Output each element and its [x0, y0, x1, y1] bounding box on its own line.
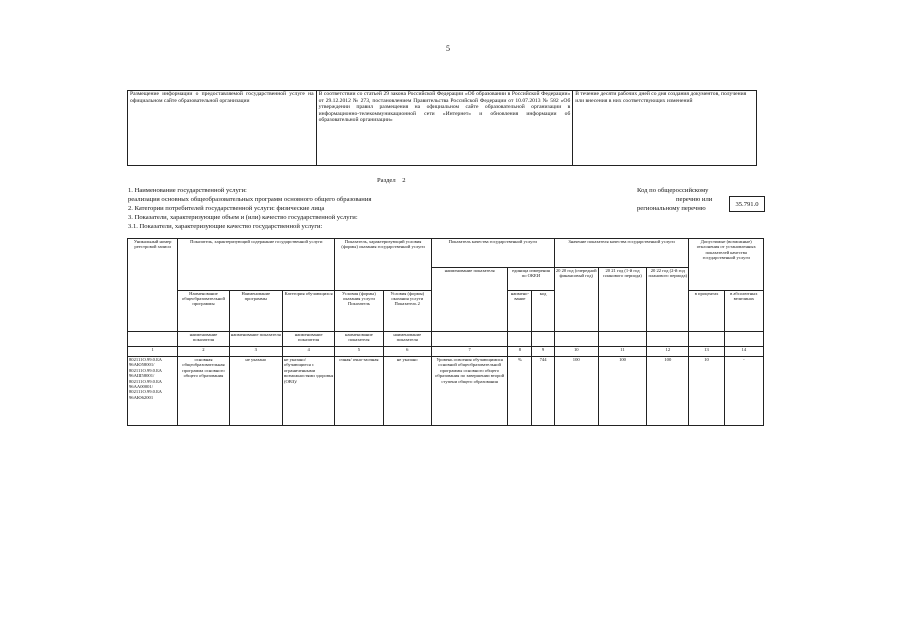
- col-num-1: 1: [128, 347, 178, 357]
- header-consumers: Категория обучающихся: [282, 290, 334, 331]
- subheader-empty-10: [554, 331, 598, 347]
- header-programs: Наименование программы: [229, 290, 282, 331]
- header-deviation-space: [689, 268, 764, 291]
- line-3: 2. Категории потребителей государственной услуги: физические лица: [128, 205, 325, 212]
- section-label: Раздел: [377, 177, 396, 184]
- header-absolute: в абсолютных величинах: [724, 290, 763, 331]
- row-form: очная/ очно-заочная: [335, 357, 383, 426]
- quality-table: [127, 238, 764, 426]
- header-deviation: Допустимые (возможные) отклонения от установленных показателей качества государственной услуги: [689, 239, 764, 268]
- header-year-2: 20 21 год (1-й год планового периода): [598, 268, 646, 332]
- subheader-empty-9: [532, 331, 554, 347]
- row-value-2020: 100: [554, 357, 598, 426]
- code-label-3: региональному перечню: [637, 205, 706, 212]
- row-condition-2: не указано: [383, 357, 431, 426]
- header-percent: в процентах: [689, 290, 724, 331]
- section-number: 2: [402, 177, 406, 184]
- subheader-empty: [128, 331, 178, 347]
- line-5: 3.1. Показатели, характеризующие качество государственной услуги:: [128, 223, 323, 230]
- row-value-2022: 100: [647, 357, 689, 426]
- code-value-box: 35.791.0: [729, 196, 765, 212]
- col-num-7: 7: [431, 347, 507, 357]
- header-condition-2: Условия (формы) оказания услуги Показатель 2: [383, 290, 431, 331]
- header-content: Показатель, характеризующий содержание государственной услуги: [178, 239, 335, 268]
- top-cell-2: В соответствии со статьей 29 закона Российской Федерации «Об образовании в Российской Федерации» от 29.12.2012 № 273, постановлением Правительства Российской Федерации от 10.07.2013 № 582 «Об утверждении правил размещения на официальном сайте образовательной организации в информационно-телекоммуникационной сети «Интернет» и обновления информации об образовательной организации»: [316, 91, 573, 166]
- header-year-3: 20 22 год (2-й год планового периода): [647, 268, 689, 332]
- subheader-empty-13: [689, 331, 724, 347]
- col-num-11: 11: [598, 347, 646, 357]
- header-conditions-space: [335, 268, 432, 291]
- col-num-3: 3: [229, 347, 282, 357]
- subheader-1: наименование показателя: [178, 331, 229, 347]
- row-unit: %: [508, 357, 532, 426]
- top-cell-1: Размещение информации о предоставляемой государственной услуге на официальном сайте образовательной организации: [128, 91, 317, 166]
- page-number: 5: [446, 44, 450, 53]
- line-2: реализация основных общеобразовательных программ основного общего образования: [128, 196, 372, 203]
- header-year-1: 20 20 год (очередной финансовый год): [554, 268, 598, 332]
- header-unit-code: код: [532, 290, 554, 331]
- subheader-empty-7: [431, 331, 507, 347]
- row-deviation-percent: 10: [689, 357, 724, 426]
- header-condition-1: Условия (формы) оказания услуги Показатель: [335, 290, 383, 331]
- line-4: 3. Показатели, характеризующие объем и (или) качество государственной услуги:: [128, 214, 358, 221]
- top-info-table: [127, 90, 757, 166]
- row-indicator: Уровень освоения обучающимися основной общеобразовательной программы основного общего образования по завершении второй ступени общего образования: [431, 357, 507, 426]
- col-num-6: 6: [383, 347, 431, 357]
- header-unit-name: наимено- вание: [508, 290, 532, 331]
- col-num-12: 12: [647, 347, 689, 357]
- code-label-1: Код по общероссийскому: [637, 187, 709, 194]
- row-consumers: не указано/ обучающиеся с ограниченными возможностями здоровья (ОВЗ)/: [282, 357, 334, 426]
- row-deviation-absolute: -: [724, 357, 763, 426]
- col-num-8: 8: [508, 347, 532, 357]
- col-num-2: 2: [178, 347, 229, 357]
- subheader-empty-8: [508, 331, 532, 347]
- col-num-4: 4: [282, 347, 334, 357]
- row-registry-codes: 802111О.99.0.БА 96АЮ58001/ 802111О.99.0.БА 96АШ58001/ 802111О.99.0.БА 96АА00001/ 802111О.99.0.БА 96АЮ62001: [128, 357, 178, 426]
- header-content-space: [178, 268, 335, 291]
- subheader-5: наименование показателя: [383, 331, 431, 347]
- row-value-2021: 100: [598, 357, 646, 426]
- col-num-5: 5: [335, 347, 383, 357]
- subheader-empty-12: [647, 331, 689, 347]
- col-num-9: 9: [532, 347, 554, 357]
- row-program: основная общеобразовательная программа основного общего образования: [178, 357, 229, 426]
- header-values: Значение показателя качества государственной услуги: [554, 239, 689, 268]
- header-conditions: Показатель, характеризующий условия (формы) оказания государственной услуги: [335, 239, 432, 268]
- col-num-14: 14: [724, 347, 763, 357]
- col-num-10: 10: [554, 347, 598, 357]
- row-unit-code: 744: [532, 357, 554, 426]
- subheader-empty-11: [598, 331, 646, 347]
- col-num-13: 13: [689, 347, 724, 357]
- subheader-3: наименование показателя: [282, 331, 334, 347]
- code-label-2: перечню или: [676, 196, 713, 203]
- top-cell-3: В течение десяти рабочих дней со дня создания документов, получения или внесения в них соответствующих изменений: [573, 91, 757, 166]
- header-unique-number: Уникальный номер реестровой записи: [128, 239, 178, 332]
- header-program-name: Наименование общеобразовательной программы: [178, 290, 229, 331]
- header-unit: единица измерения по ОКЕИ: [508, 268, 554, 291]
- header-quality: Показатель качества государственной услуги: [431, 239, 554, 268]
- subheader-4: наименование показателя: [335, 331, 383, 347]
- subheader-empty-14: [724, 331, 763, 347]
- section-heading: [377, 177, 406, 185]
- line-1: 1. Наименование государственной услуги:: [128, 187, 247, 194]
- row-programs: не указано: [229, 357, 282, 426]
- header-indicator-name: наименование показателя: [431, 268, 507, 332]
- subheader-2: наименование показателя: [229, 331, 282, 347]
